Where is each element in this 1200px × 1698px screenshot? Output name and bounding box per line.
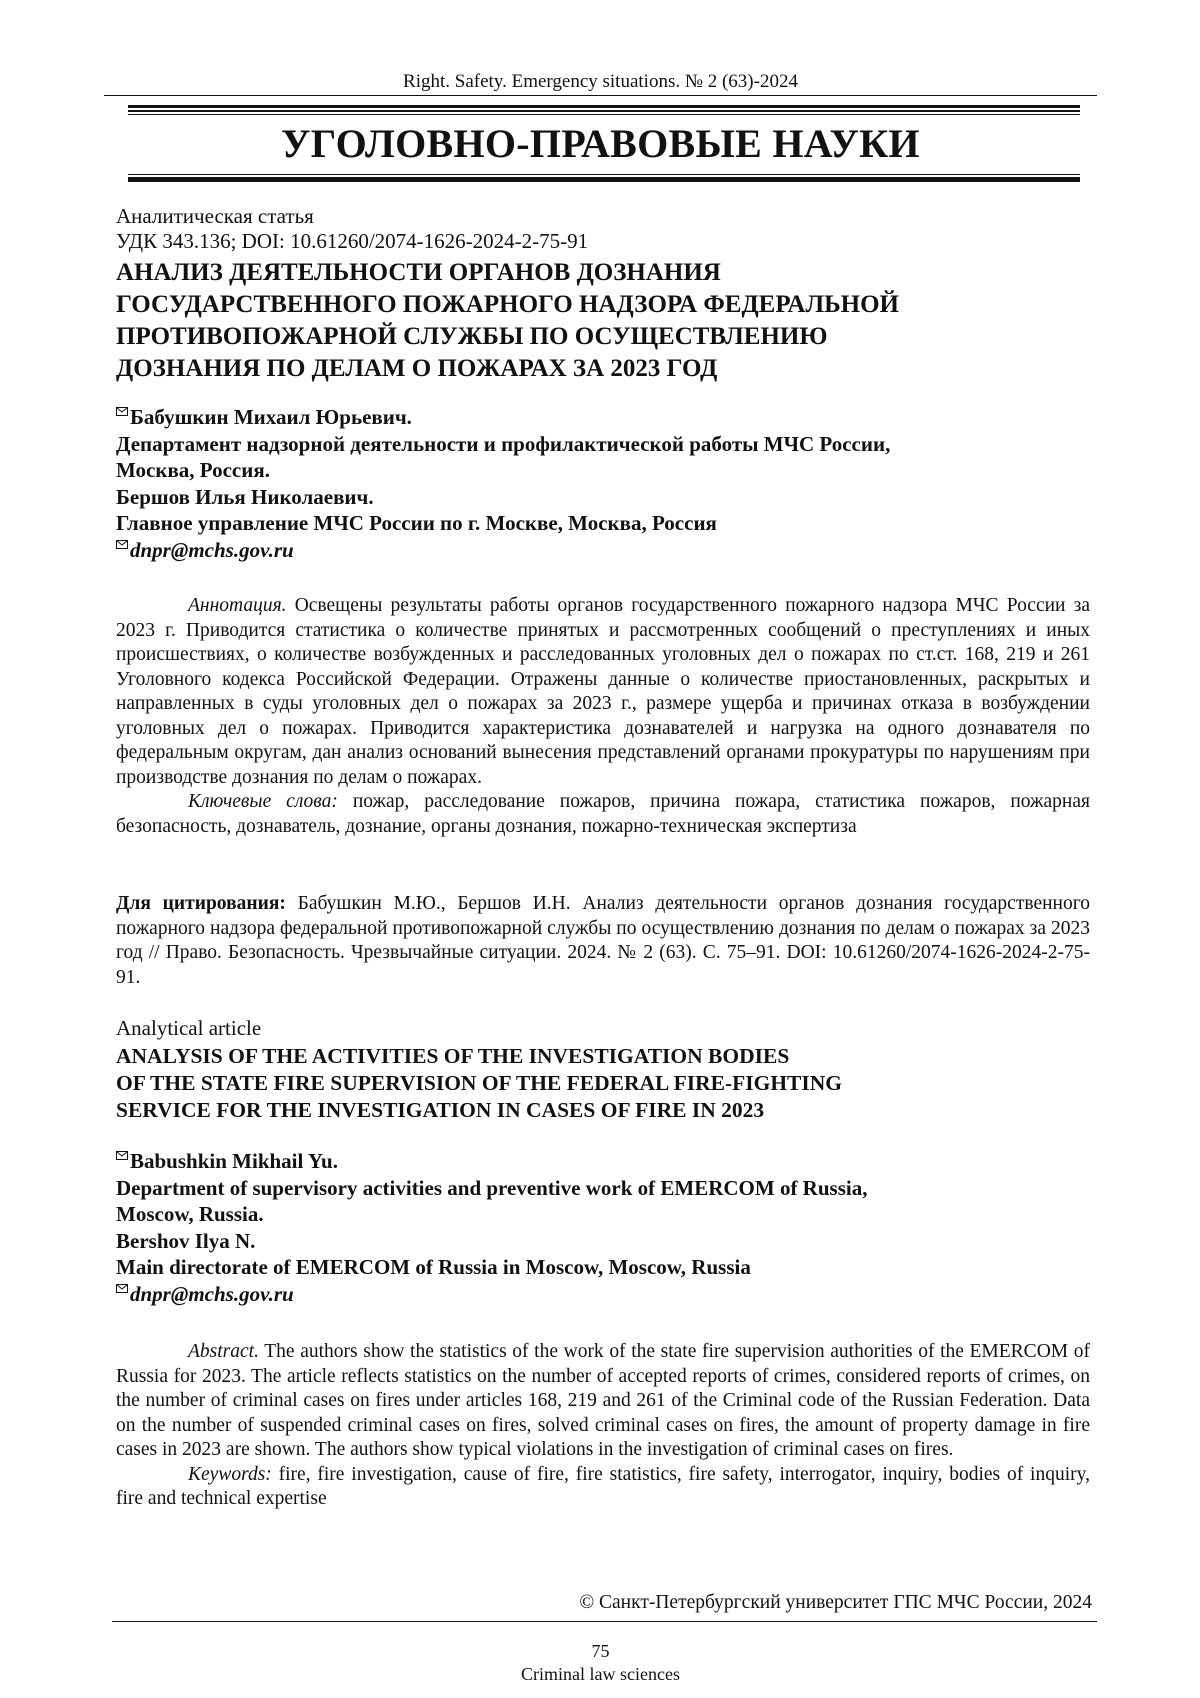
en-abstract-text: The authors show the statistics of the work of the state fire supervision authorities of the EMERCOM of Russia for 2023. The article reflects statistics on the number of accepted reports of crimes, considered reports of crimes, on the number of criminal cases on fires under articles 168, 219 and 261 of the Criminal code of the Russian Federation. Data on the number of suspended criminal cases on fires, solved criminal cases on fires, the amount of property damage in fire cases in 2023 are shown. The authors show typical violations in the investigation of criminal cases on fires. (116, 1341, 1090, 1460)
header-divider (104, 95, 1097, 96)
ru-authors (116, 404, 1090, 563)
en-affiliation-1a: Department of supervisory activities and preventive work of EMERCOM of Russia, (116, 1175, 868, 1200)
footer-divider (112, 1621, 1097, 1622)
en-affiliation-2: Main directorate of EMERCOM of Russia in Moscow, Moscow, Russia (116, 1255, 751, 1279)
ru-keywords-label: Ключевые слова: (188, 791, 338, 812)
copyright-line: © Санкт-Петербургский университет ГПС МЧС России, 2024 (579, 1592, 1092, 1613)
en-abstract-label: Abstract. (188, 1341, 259, 1362)
ru-author-1: Бабушкин Михаил Юрьевич. (130, 405, 412, 429)
ru-keywords-text: пожар, расследование пожаров, причина пожара, статистика пожаров, пожарная безопасность, дознаватель, дознание, органы дознания, пожарно-техническая экспертиза (116, 791, 1090, 837)
ru-article-title (116, 257, 1090, 385)
ru-title-line: ГОСУДАРСТВЕННОГО ПОЖАРНОГО НАДЗОРА ФЕДЕРАЛЬНОЙ (116, 291, 899, 318)
ru-keywords (116, 790, 1090, 839)
en-title-line: SERVICE FOR THE INVESTIGATION IN CASES OF FIRE IN 2023 (116, 1098, 765, 1122)
running-head: Right. Safety. Emergency situations. № 2 (63)-2024 (403, 71, 798, 92)
ru-abstract-text: Освещены результаты работы органов государственного пожарного надзора МЧС России за 2023 г. Приводится статистика о количестве принятых и рассмотренных сообщений о преступлениях и иных происшествиях, о количестве возбужденных и расследованных уголовных дел о пожарах по ст.ст. 168, 219 и 261 Уголовного кодекса Российской Федерации. Отражены данные о количестве приостановленных, раскрытых и направленных в суды уголовных дел о пожарах за 2023 г., размере ущерба и причинах отказа в возбуждении уголовных дел о пожарах. Приводится характеристика дознавателей и нагрузка на одного дознавателя по федеральным округам, дан анализ оснований вынесения представлений органами прокуратуры по нарушениям при производстве дознания по делам о пожарах. (116, 595, 1090, 788)
ru-citation (116, 892, 1090, 990)
en-author-1: Babushkin Mikhail Yu. (130, 1149, 338, 1173)
ru-citation-text: Бабушкин М.Ю., Бершов И.Н. Анализ деятельности органов дознания государственного пожарного надзора федеральной противопожарной службы по осуществлению дознания по делам о пожарах за 2023 год // Право. Безопасность. Чрезвычайные ситуации. 2024. № 2 (63). С. 75–91. DOI: 10.61260/2074-1626-2024-2-75-91. (116, 893, 1090, 988)
en-title-line: OF THE STATE FIRE SUPERVISION OF THE FEDERAL FIRE-FIGHTING (116, 1071, 843, 1095)
section-title: УГОЛОВНО-ПРАВОВЫЕ НАУКИ (281, 121, 920, 166)
en-article-type: Analytical article (116, 1016, 262, 1040)
ru-citation-block (116, 892, 1090, 990)
ru-article-header (116, 204, 1090, 385)
ru-email-link[interactable]: dnpr@mchs.gov.ru (130, 537, 294, 562)
envelope-icon (116, 1283, 128, 1294)
ru-abstract (116, 594, 1090, 790)
ru-affiliation-2: Главное управление МЧС России по г. Москве, Москва, Россия (116, 511, 717, 535)
en-author-2: Bershov Ilya N. (116, 1228, 256, 1253)
en-article-title (116, 1043, 1090, 1124)
ru-affiliation-1a: Департамент надзорной деятельности и профилактической работы МЧС России, (116, 431, 891, 456)
ru-author-2: Бершов Илья Николаевич. (116, 484, 374, 509)
en-keywords (116, 1463, 1090, 1512)
ru-title-line: АНАЛИЗ ДЕЯТЕЛЬНОСТИ ОРГАНОВ ДОЗНАНИЯ (116, 259, 721, 286)
envelope-icon (116, 406, 128, 417)
page-number: 75 (591, 1641, 610, 1661)
envelope-icon (116, 1150, 128, 1161)
ru-abstract-block (116, 594, 1090, 839)
ru-citation-label: Для цитирования: (116, 893, 286, 914)
en-keywords-label: Keywords: (188, 1463, 272, 1485)
footer-section-name: Criminal law sciences (521, 1664, 680, 1684)
ru-article-type: Аналитическая статья (116, 204, 314, 228)
section-rule-bottom (128, 172, 1080, 182)
ru-affiliation-1b: Москва, Россия. (116, 458, 270, 482)
envelope-icon (116, 539, 128, 550)
en-affiliation-1b: Moscow, Russia. (116, 1202, 264, 1226)
section-rule-top (128, 105, 1080, 115)
en-abstract (116, 1340, 1090, 1463)
ru-title-line: ПРОТИВОПОЖАРНОЙ СЛУЖБЫ ПО ОСУЩЕСТВЛЕНИЮ (116, 323, 828, 350)
ru-udk-doi: УДК 343.136; DOI: 10.61260/2074-1626-2024-2-75-91 (116, 229, 589, 253)
en-keywords-text: fire, fire investigation, cause of fire, fire statistics, fire safety, interrogator, inquiry, bodies of inquiry, fire and technical expertise (116, 1463, 1090, 1509)
ru-abstract-label: Аннотация. (188, 595, 287, 616)
en-authors (116, 1148, 1090, 1307)
en-title-line: ANALYSIS OF THE ACTIVITIES OF THE INVESTIGATION BODIES (116, 1044, 790, 1068)
en-article-header (116, 1016, 1090, 1124)
en-abstract-block (116, 1340, 1090, 1512)
en-email-link[interactable]: dnpr@mchs.gov.ru (130, 1281, 294, 1306)
ru-title-line: ДОЗНАНИЯ ПО ДЕЛАМ О ПОЖАРАХ ЗА 2023 ГОД (116, 355, 718, 382)
